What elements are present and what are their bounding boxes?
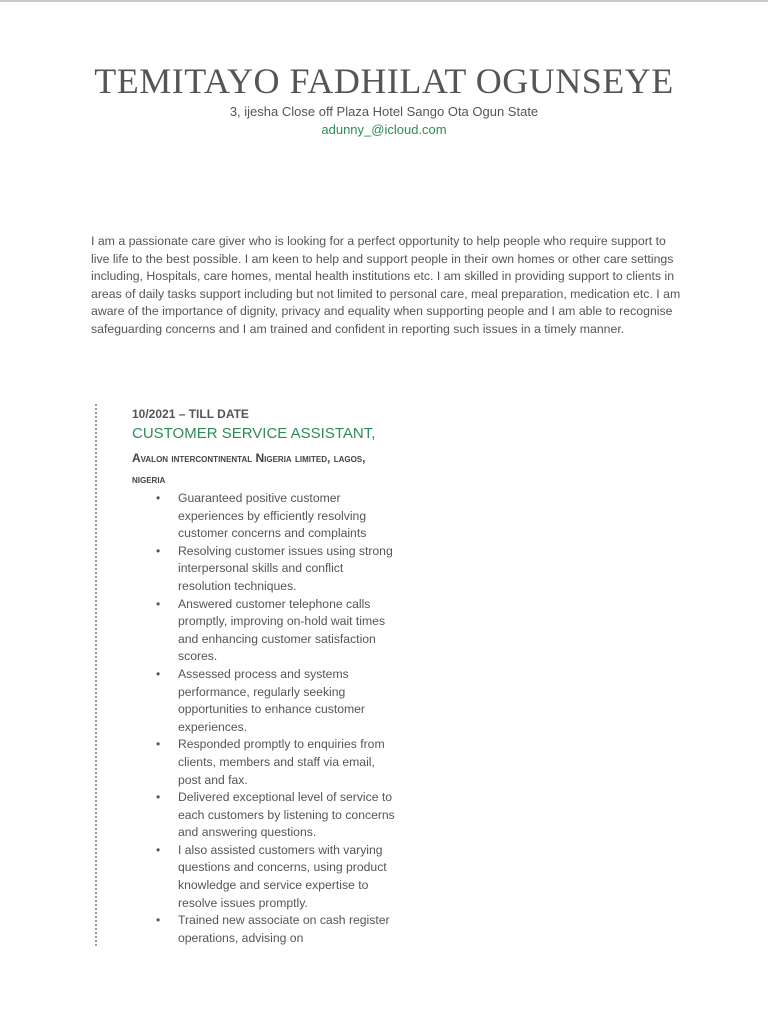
applicant-address: 3, ijesha Close off Plaza Hotel Sango Ota Ogun State	[229, 104, 539, 119]
job-duties-list	[156, 490, 396, 947]
duty-item	[156, 912, 396, 947]
duty-text: Resolving customer issues using strong interpersonal skills and conflict resolution techniques.	[178, 543, 393, 593]
duty-item	[156, 490, 396, 543]
duty-text: Trained new associate on cash register operations, advising on	[178, 913, 390, 945]
duty-text: Answered customer telephone calls promptly, improving on-hold wait times and enhancing customer satisfaction scores.	[178, 596, 386, 664]
duty-item	[156, 666, 396, 736]
duty-item	[156, 789, 396, 842]
duty-text: Assessed process and systems performance, regularly seeking opportunities to enhance customer experiences.	[178, 666, 365, 734]
bullet-icon: •	[156, 737, 161, 752]
duty-text: I also assisted customers with varying questions and concerns, using product knowledge and service expertise to resolve issues promptly.	[178, 842, 387, 910]
duty-text: Responded promptly to enquiries from clients, members and staff via email, post and fax.	[178, 737, 385, 787]
duty-item	[156, 596, 396, 666]
duty-item	[156, 842, 396, 912]
bullet-icon: •	[156, 842, 161, 857]
job-date-range: 10/2021 – TILL DATE	[132, 407, 249, 421]
duty-text: Guaranteed positive customer experiences by efficiently resolving customer concerns and complaints	[178, 491, 367, 541]
applicant-email[interactable]: adunny_@icloud.com	[321, 122, 447, 137]
bullet-icon: •	[156, 666, 161, 681]
job-title: CUSTOMER SERVICE ASSISTANT,	[132, 425, 376, 442]
bullet-icon: •	[156, 790, 161, 805]
applicant-name: TEMITAYO FADHILAT OGUNSEYE	[94, 61, 674, 101]
bullet-icon: •	[156, 596, 161, 611]
bullet-icon: •	[156, 491, 161, 505]
duty-item	[156, 736, 396, 789]
page-top-border	[0, 0, 768, 2]
bullet-icon: •	[156, 913, 161, 928]
company-name: Avalon intercontinental Nigeria limited, lagos, nigeria	[132, 451, 366, 486]
profile-summary: I am a passionate care giver who is looking for a perfect opportunity to help people who require support to live life to the best possible. I am keen to help and support people in their own homes or other care settings including, Hospitals, care homes, mental health institutions etc. I am skilled in providing support to clients in areas of daily tasks support including but not limited to personal care, meal preparation, medication etc. I am aware of the importance of dignity, privacy and equality when supporting people and I am able to recognise safeguarding concerns and I am trained and confident in reporting such issues in a timely manner.	[91, 234, 681, 336]
bullet-icon: •	[156, 543, 161, 558]
duty-text: Delivered exceptional level of service to each customers by listening to concerns and answering questions.	[178, 790, 395, 840]
duty-item	[156, 543, 396, 596]
